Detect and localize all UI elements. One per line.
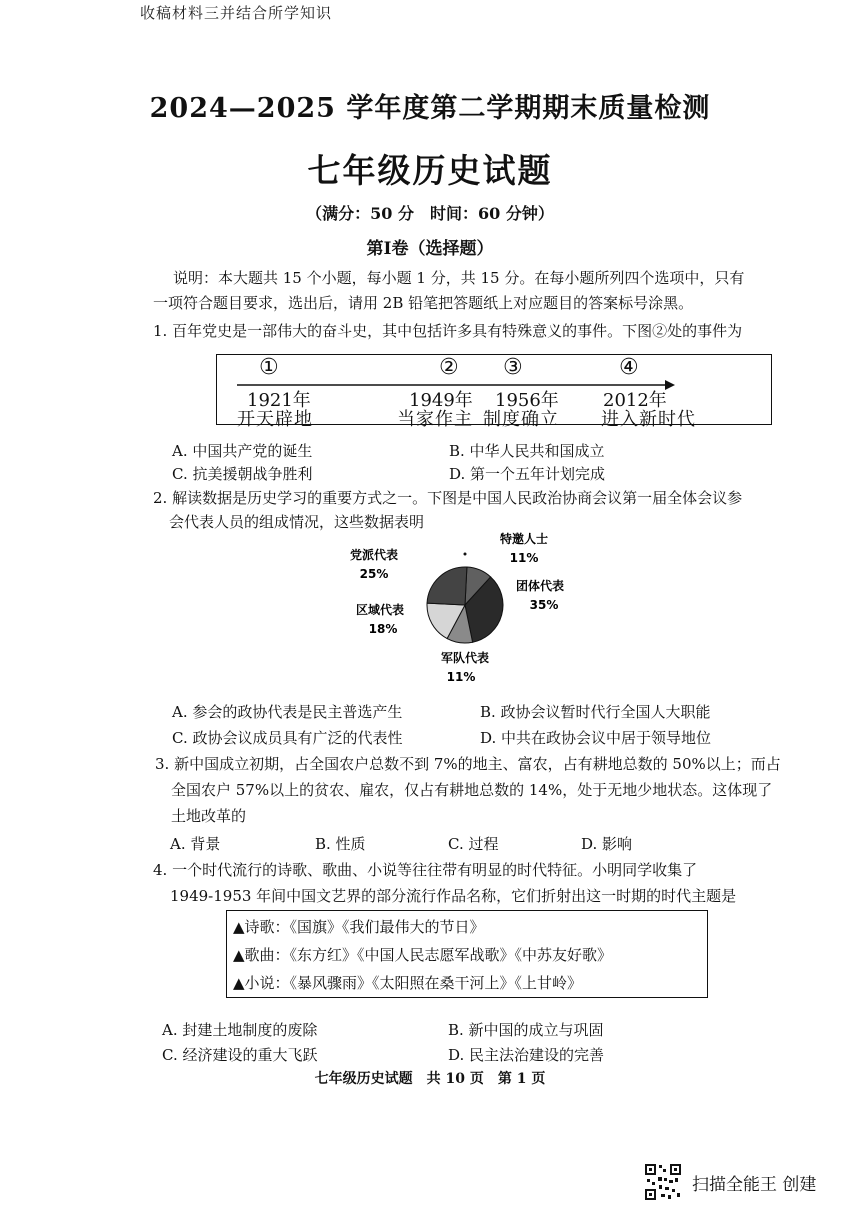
instructions-line2: 一项符合题目要求，选出后，请用 2B 铅笔把答题纸上对应题目的答案标号涂黑。 [153, 294, 694, 312]
pie-percent-2: 35% [529, 598, 559, 612]
timeline-mark-3: ③ [503, 355, 523, 380]
q4-line1: 4. 一个时代流行的诗歌、歌曲、小说等往往带有明显的时代特征。小明同学收集了 [153, 861, 698, 879]
q4-poetry: ▲诗歌：《国旗》《我们最伟大的节日》 [233, 918, 485, 936]
timeline-year-2: 1949年 [409, 390, 473, 411]
q3-option-c: C. 过程 [448, 835, 499, 853]
q1-option-d: D. 第一个五年计划完成 [449, 465, 606, 483]
pie-label-3: 军队代表 [440, 651, 490, 665]
timeline-mark-1: ① [259, 355, 279, 380]
pie-label-5: 党派代表 [350, 548, 399, 562]
timeline-year-3: 1956年 [495, 390, 559, 411]
q3-option-d: D. 影响 [581, 835, 633, 853]
pie-slice-5 [427, 567, 467, 605]
q3-option-a: A. 背景 [170, 835, 221, 853]
q4-works-box [226, 910, 708, 998]
timeline-label-4: 进入新时代 [601, 409, 696, 430]
q3-line3: 土地改革的 [171, 807, 247, 825]
q1-option-c: C. 抗美援朝战争胜利 [172, 465, 313, 483]
q4-option-a: A. 封建土地制度的废除 [162, 1021, 318, 1039]
pie-percent-5: 25% [359, 567, 389, 581]
score-info: （满分：50 分 时间：60 分钟） [306, 204, 554, 223]
q4-line2: 1949-1953 年间中国文艺界的部分流行作品名称，它们折射出这一时期的时代主题是 [170, 887, 737, 905]
q1-stem: 1. 百年党史是一部伟大的奋斗史，其中包括许多具有特殊意义的事件。下图②处的事件为 [153, 322, 743, 340]
qr-code-icon [644, 1163, 682, 1201]
q4-songs: ▲歌曲：《东方红》《中国人民志愿军战歌》《中苏友好歌》 [233, 946, 613, 964]
timeline-label-2: 当家作主 [397, 409, 473, 430]
q2-stem-line1: 2. 解读数据是历史学习的重要方式之一。下图是中国人民政治协商会议第一届全体会议参 [153, 489, 743, 507]
timeline-mark-4: ④ [619, 355, 639, 380]
section-title: 第Ⅰ卷（选择题） [366, 239, 494, 259]
q4-option-d: D. 民主法治建设的完善 [448, 1046, 605, 1064]
pie-percent-4: 18% [368, 622, 398, 636]
timeline-label-1: 开天辟地 [237, 409, 313, 430]
q4-option-b: B. 新中国的成立与巩固 [448, 1021, 604, 1039]
q2-option-a: A. 参会的政协代表是民主普选产生 [172, 703, 403, 721]
q2-option-b: B. 政协会议暂时代行全国人大职能 [480, 703, 711, 721]
timeline-label-3: 制度确立 [483, 409, 559, 430]
q3-line2: 全国农户 57%以上的贫农、雇农，仅占有耕地总数的 14%，处于无地少地状态。这体现了 [171, 781, 773, 799]
q3-option-b: B. 性质 [315, 835, 366, 853]
pie-label-4: 区域代表 [355, 603, 405, 617]
scanner-watermark: 扫描全能王 创建 [692, 1175, 817, 1195]
q1-option-a: A. 中国共产党的诞生 [172, 442, 313, 460]
q4-novels: ▲小说：《暴风骤雨》《太阳照在桑干河上》《上甘岭》 [233, 974, 583, 992]
instructions-line1: 说明：本大题共 15 个小题，每小题 1 分，共 15 分。在每小题所列四个选项中，只有 [173, 269, 745, 287]
q2-option-d: D. 中共在政协会议中居于领导地位 [480, 729, 712, 747]
timeline-year-1: 1921年 [247, 390, 311, 411]
pie-label-2: 团体代表 [515, 579, 565, 593]
q2-option-c: C. 政协会议成员具有广泛的代表性 [172, 729, 403, 747]
timeline-mark-2: ② [439, 355, 459, 380]
pie-percent-1: 11% [509, 551, 539, 565]
q2-stem-line2: 会代表人员的组成情况，这些数据表明 [169, 513, 425, 531]
timeline-year-4: 2012年 [603, 390, 667, 411]
pie-dot-mark [464, 553, 467, 556]
q1-option-b: B. 中华人民共和国成立 [449, 442, 605, 460]
subject-title: 七年级历史试题 [307, 151, 553, 190]
exam-title: 2024—2025 学年度第二学期期末质量检测 [149, 93, 711, 124]
q3-line1: 3. 新中国成立初期，占全国农户总数不到 7%的地主、富农，占有耕地总数的 50%以上；而占 [155, 755, 781, 773]
top-cut-text: 收稿材料三并结合所学知识 [140, 4, 333, 22]
pie-label-1: 特邀人士 [499, 532, 549, 546]
q1-timeline-box [216, 354, 772, 430]
q2-pie-chart [350, 530, 590, 690]
q4-option-c: C. 经济建设的重大飞跃 [162, 1046, 318, 1064]
page-footer: 七年级历史试题 共 10 页 第 1 页 [314, 1071, 546, 1087]
pie-percent-3: 11% [446, 670, 476, 684]
